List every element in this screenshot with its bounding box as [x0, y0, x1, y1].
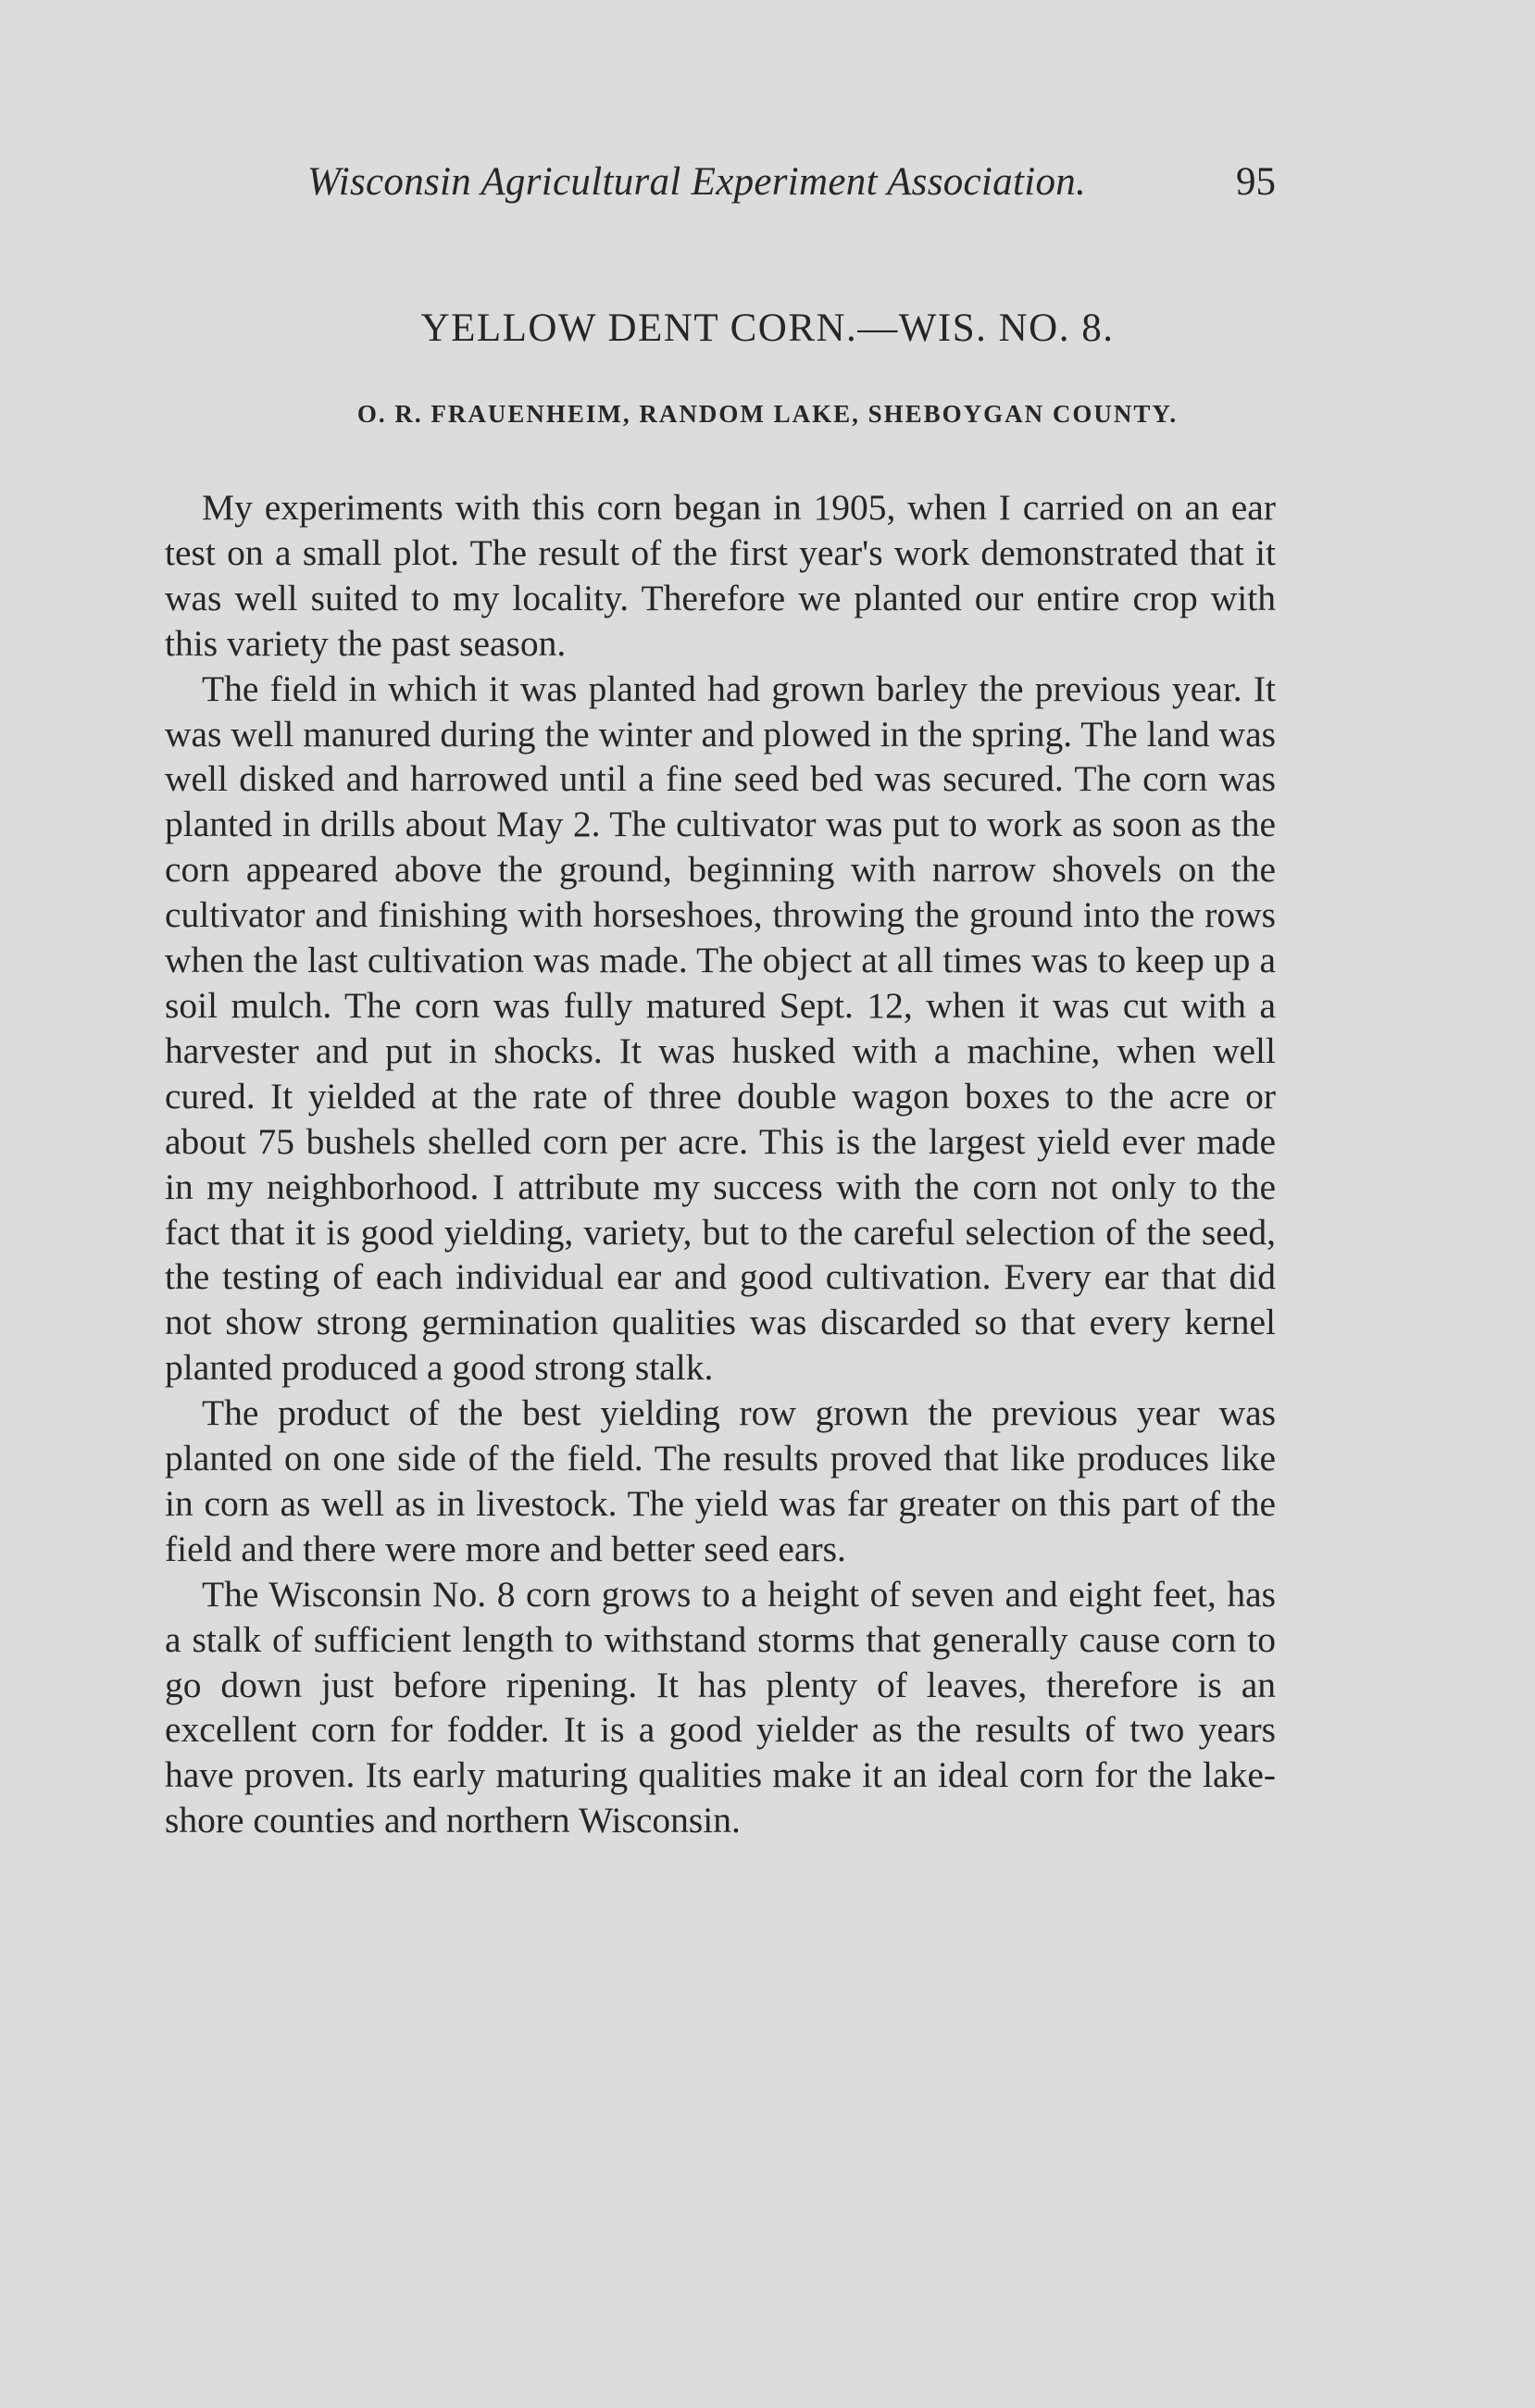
article-body	[165, 485, 1276, 2152]
body-paragraph: My experiments with this corn began in 1905, when I carried on an ear test on a small plot. The result of the first year's work demonstrated that it was well suited to my locality. Therefore we planted our entire crop with this variety the past season.	[165, 487, 1276, 664]
article-byline: O. R. FRAUENHEIM, RANDOM LAKE, SHEBOYGAN COUNTY.	[356, 400, 1179, 428]
article-title: YELLOW DENT CORN.—WIS. NO. 8.	[420, 306, 1115, 350]
body-paragraph: The product of the best yielding row grown the previous year was planted on one side of the field. The results proved that like produces like in corn as well as in livestock. The yield was far greater on this part of the field and there were more and better seed ears.	[165, 1392, 1276, 1569]
running-head	[307, 159, 1276, 211]
body-paragraph: The field in which it was planted had grown barley the previous year. It was well manured during the winter and plowed in the spring. The land was well disked and harrowed until a fine seed bed was secured. The corn was planted in drills about May 2. The cultivator was put to work as soon as the corn appeared above the ground, beginning with narrow shovels on the cultivator and finishing with horseshoes, throwing the ground into the rows when the last cultivation was made. The object at all times was to keep up a soil mulch. The corn was fully matured Sept. 12, when it was cut with a harvester and put in shocks. It was husked with a machine, when well cured. It yielded at the rate of three double wagon boxes to the acre or about 75 bushels shelled corn per acre. This is the largest yield ever made in my neighborhood. I attribute my success with the corn not only to the fact that it is good yielding, variety, but to the careful selection of the seed, the testing of each individual ear and good cultivation. Every ear that did not show strong germination qualities was discarded so that every kernel planted produced a good strong stalk.	[165, 668, 1276, 1389]
body-paragraph: The Wisconsin No. 8 corn grows to a height of seven and eight feet, has a stalk of sufficient length to withstand storms that generally cause corn to go down just before ripening. It has plenty of leaves, therefore is an excellent corn for fodder. It is a good yielder as the results of two years have proven. Its early maturing qualities make it an ideal corn for the lake-shore counties and northern Wisconsin.	[165, 1573, 1276, 1841]
page-number: 95	[1236, 160, 1276, 204]
running-head-title: Wisconsin Agricultural Experiment Association.	[307, 160, 1087, 204]
